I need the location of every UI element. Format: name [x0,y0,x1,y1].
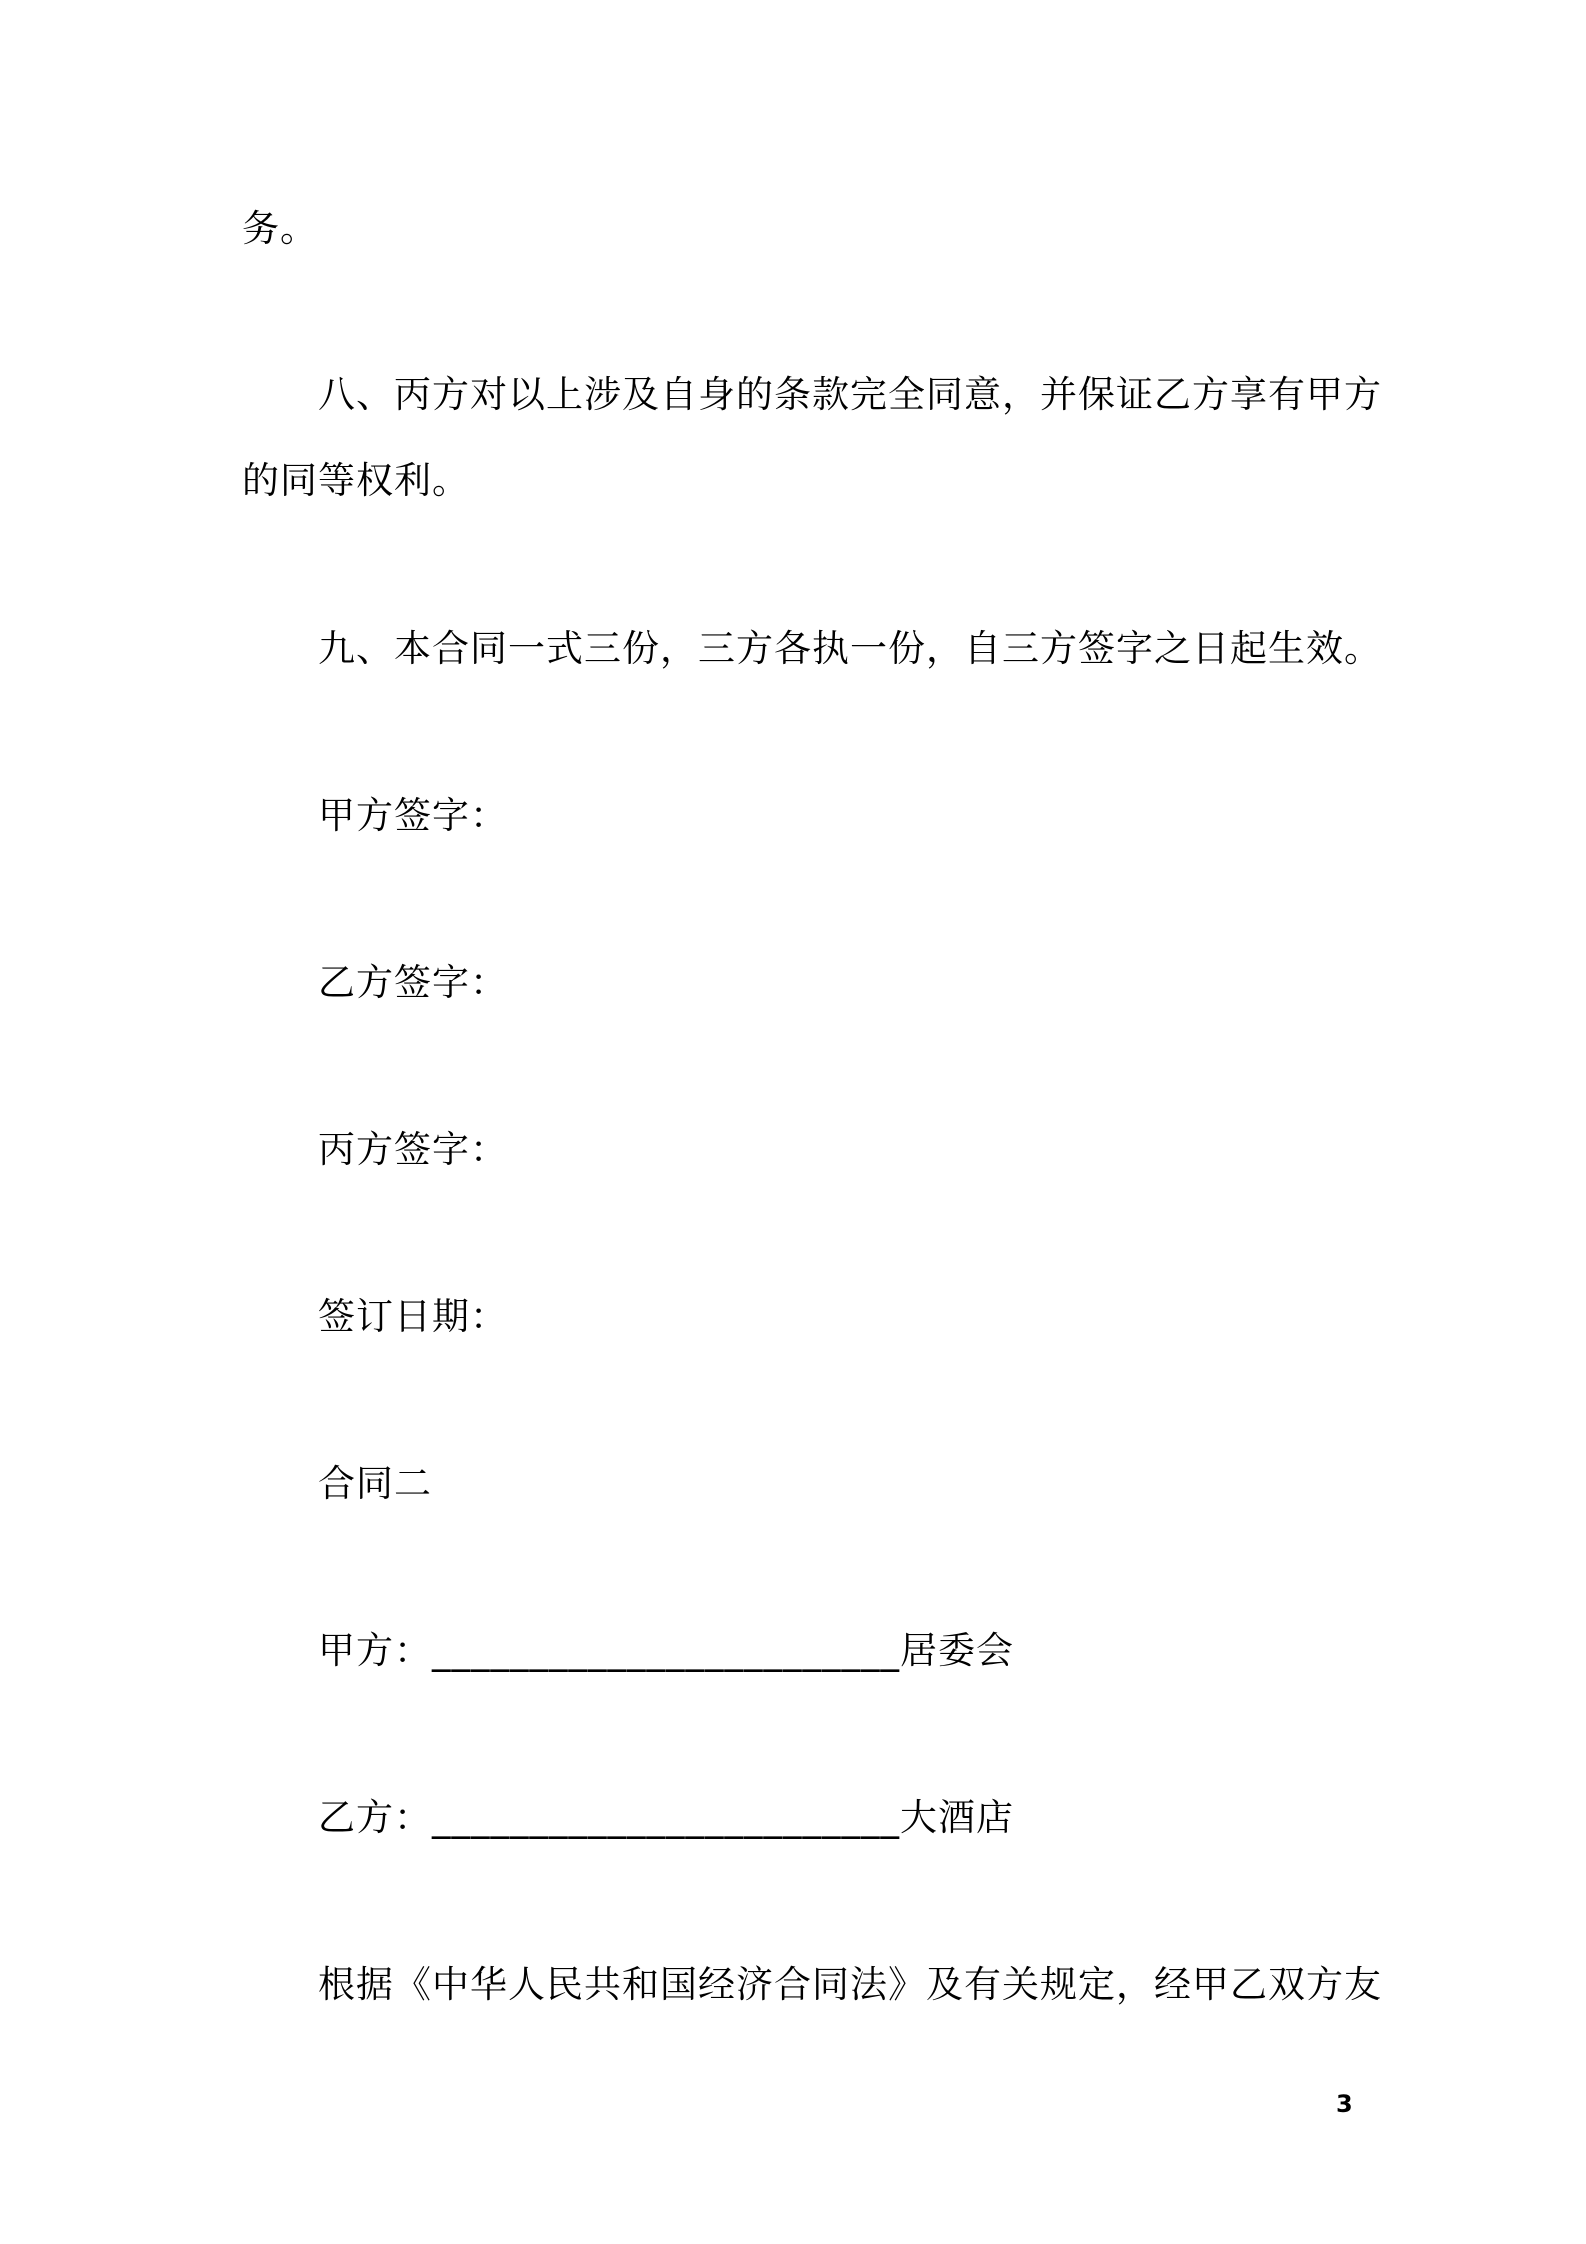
signature-label-party-b: 乙方签字： [318,961,508,1004]
party-b-line: 乙方：________________________大酒店 [318,1796,1014,1839]
party-a-line: 甲方：________________________居委会 [318,1629,1014,1672]
signature-label-party-c: 丙方签字： [318,1128,508,1171]
signature-label-party-a: 甲方签字： [318,794,508,837]
text-line: 的同等权利。 [242,459,470,502]
sign-date-label: 签订日期： [318,1295,508,1338]
text-line: 九、本合同一式三份，三方各执一份，自三方签字之日起生效。 [318,627,1382,670]
text-line: 八、丙方对以上涉及自身的条款完全同意，并保证乙方享有甲方 [318,373,1382,416]
page-number: 3 [1336,2090,1353,2118]
text-line: 根据《中华人民共和国经济合同法》及有关规定，经甲乙双方友 [318,1963,1382,2006]
text-line: 务。 [242,207,318,250]
section-title: 合同二 [318,1462,432,1505]
